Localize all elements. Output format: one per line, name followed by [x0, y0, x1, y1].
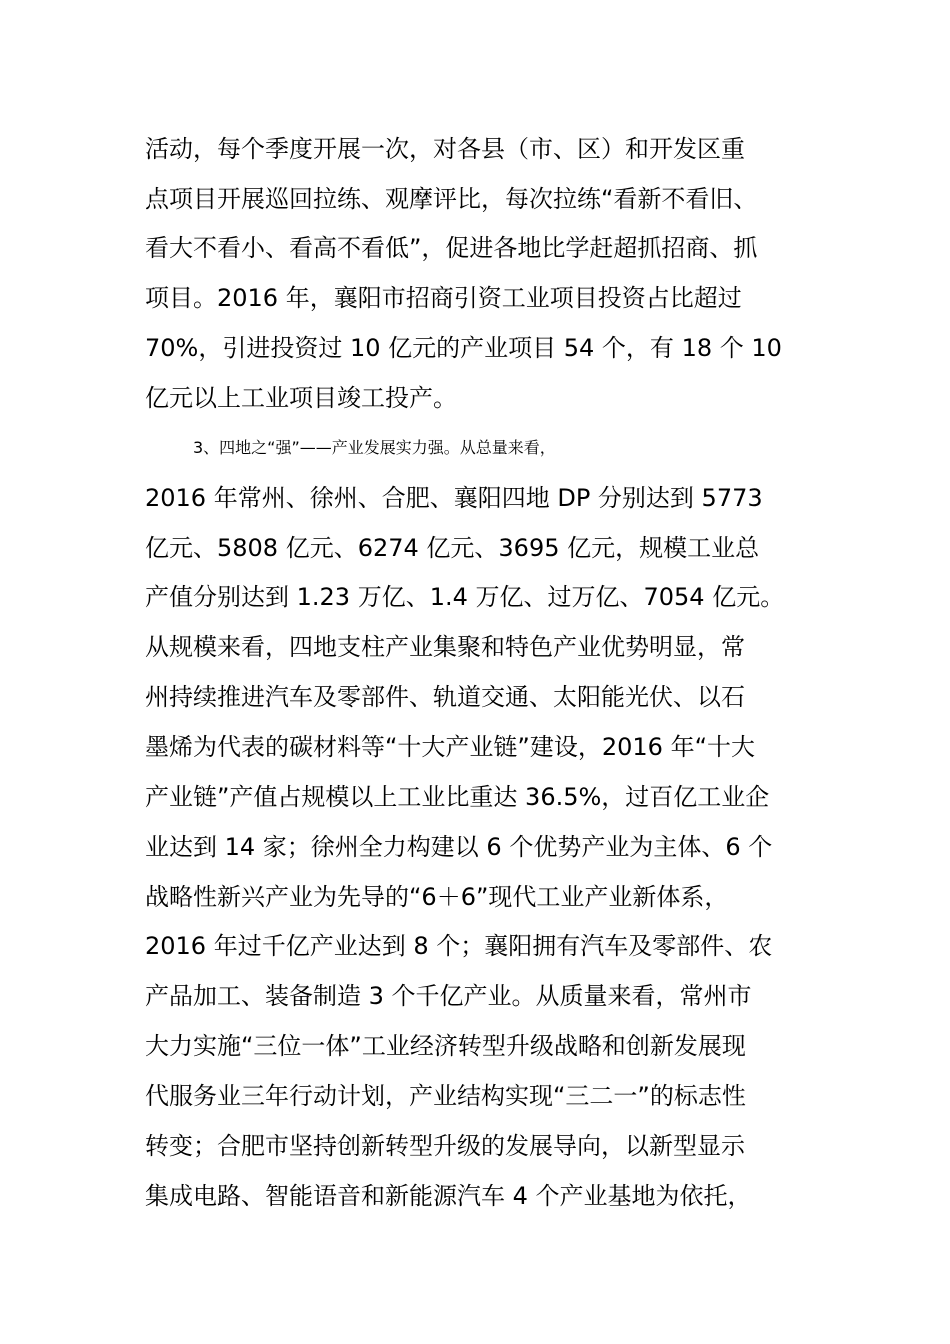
text-line: 2016 年过千亿产业达到 8 个；襄阳拥有汽车及零部件、农 [145, 932, 773, 960]
text-line: 70%，引进投资过 10 亿元的产业项目 54 个，有 18 个 10 [145, 334, 782, 362]
text-line: 代服务业三年行动计划，产业结构实现“三二一”的标志性 [145, 1082, 746, 1110]
text-line: 转变；合肥市坚持创新转型升级的发展导向，以新型显示 [145, 1132, 745, 1160]
text-line: 活动，每个季度开展一次，对各县（市、区）和开发区重 [145, 135, 745, 163]
text-line: 州持续推进汽车及零部件、轨道交通、太阳能光伏、以石 [145, 683, 745, 711]
text-line: 墨烯为代表的碳材料等“十大产业链”建设，2016 年“十大 [145, 733, 756, 761]
text-line: 2016 年常州、徐州、合肥、襄阳四地 DP 分别达到 5773 [145, 484, 763, 512]
text-line: 产品加工、装备制造 3 个千亿产业。从质量来看，常州市 [145, 982, 752, 1010]
text-line: 战略性新兴产业为先导的“6＋6”现代工业产业新体系， [145, 883, 729, 911]
text-line: 从规模来看，四地支柱产业集聚和特色产业优势明显，常 [145, 633, 745, 661]
text-line: 集成电路、智能语音和新能源汽车 4 个产业基地为依托， [145, 1182, 752, 1210]
paragraph-first-line: 3、四地之“强”——产业发展实力强。从总量来看， [193, 438, 556, 457]
text-line: 业达到 14 家；徐州全力构建以 6 个优势产业为主体、6 个 [145, 833, 773, 861]
text-line: 大力实施“三位一体”工业经济转型升级战略和创新发展现 [145, 1032, 746, 1060]
text-line: 点项目开展巡回拉练、观摩评比，每次拉练“看新不看旧、 [145, 185, 758, 213]
text-line: 看大不看小、看高不看低”，促进各地比学赶超抓招商、抓 [145, 234, 758, 262]
text-line: 亿元、5808 亿元、6274 亿元、3695 亿元，规模工业总 [145, 534, 760, 562]
text-line: 项目。2016 年，襄阳市招商引资工业项目投资占比超过 [145, 284, 742, 312]
text-line: 产业链”产值占规模以上工业比重达 36.5%，过百亿工业企 [145, 783, 770, 811]
text-line: 亿元以上工业项目竣工投产。 [145, 384, 457, 412]
text-line: 产值分别达到 1.23 万亿、1.4 万亿、过万亿、7054 亿元。 [145, 583, 785, 611]
